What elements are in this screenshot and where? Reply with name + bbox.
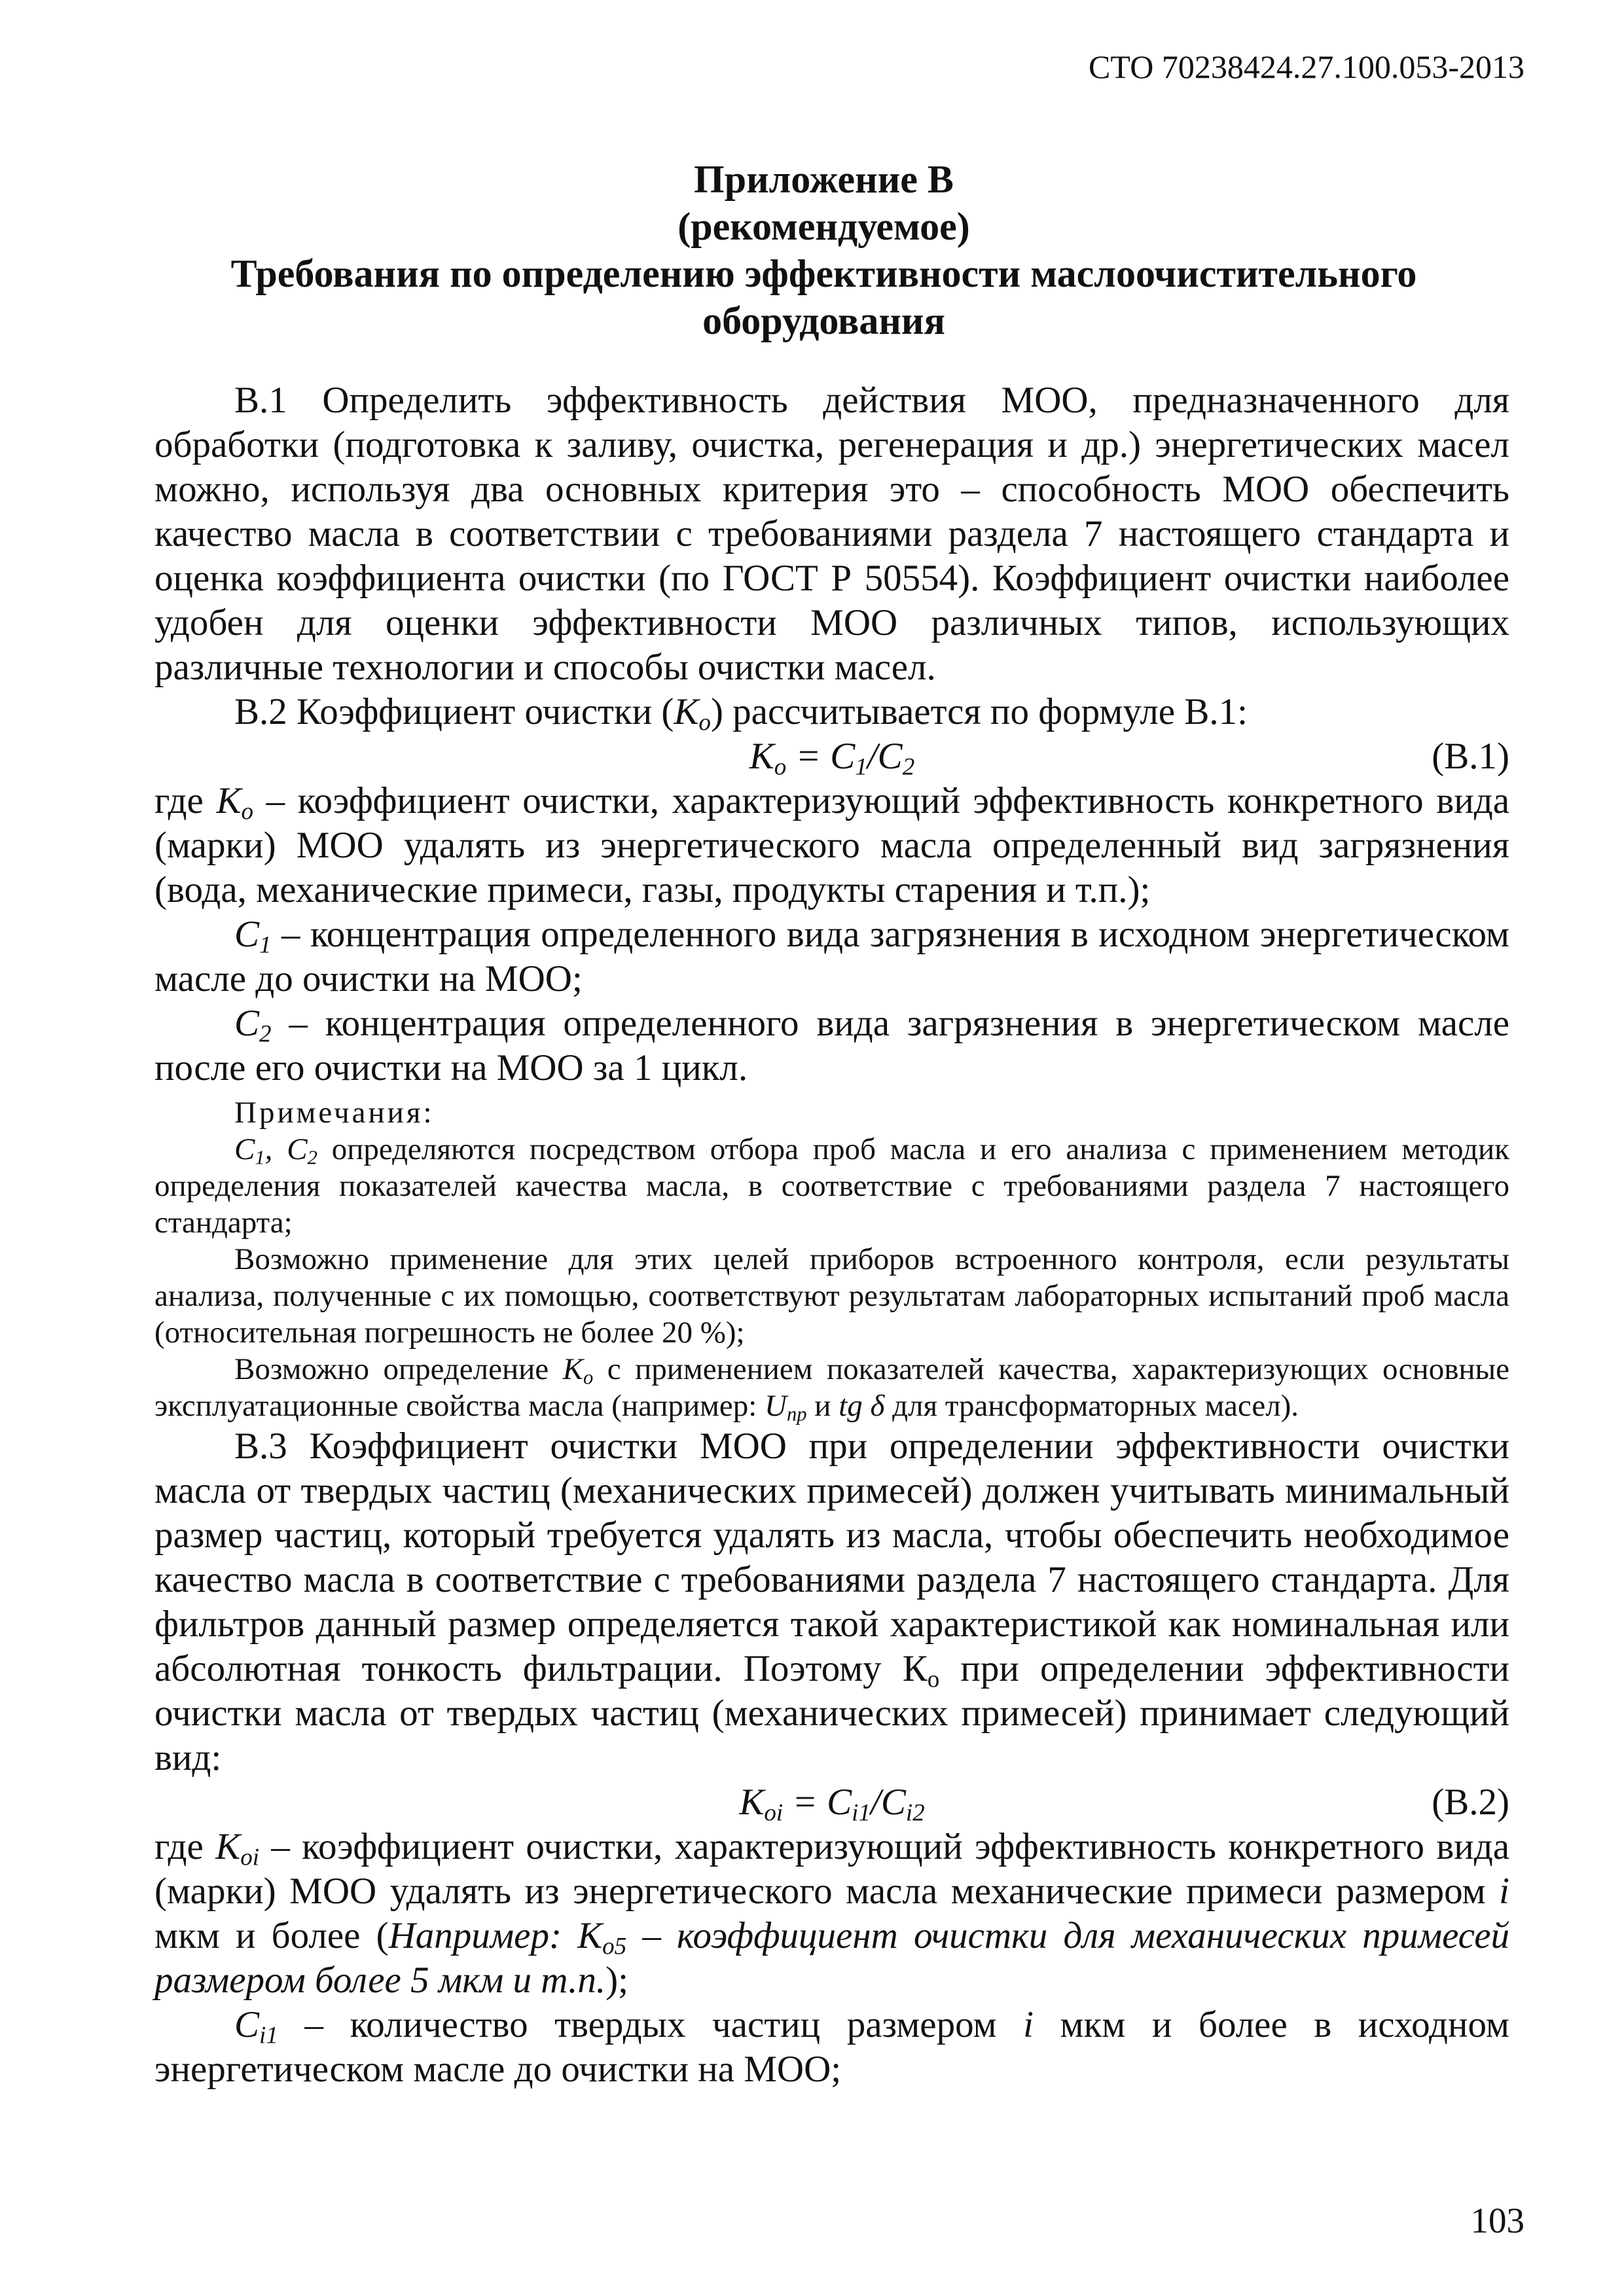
formula-b2 xyxy=(154,1780,1509,1825)
definition-ko: где $K_o$ – коэффициент очистки, характеризующий эффективность конкретного вида (марки) МОО удалять из энергетического масла определенный вид загрязнения (вода, механические примеси, газы, продукты старения и т.п.); xyxy=(154,780,1510,910)
notes-heading: Примечания: xyxy=(234,1096,435,1130)
symbol-c1: $C_1$ xyxy=(234,914,272,959)
note-3: Возможно определение $K_o$ с применением показателей качества, характеризующих основные эксплуатационные свойства масла (например: $U_{пр}$ и tg δ для трансформаторных масел). xyxy=(154,1352,1509,1426)
appendix-title-line-2: (рекомендуемое) xyxy=(677,205,970,248)
appendix-title-line-1: Приложение В xyxy=(694,158,954,201)
formula-b1-number: (В.1) xyxy=(1432,736,1509,777)
symbol-c1: $C_1$ xyxy=(234,1132,265,1169)
formula-b1 xyxy=(154,734,1509,779)
note-1: $C_1$, $C_2$ определяются посредством отбора проб масла и его анализа с применением методик определения показателей качества масла, в соответствие с требованиями раздела 7 настоящего стандарта; xyxy=(154,1132,1509,1240)
symbol-ci1: $C_{i1}$ xyxy=(234,2004,278,2049)
paragraph-b2-text-end: ) рассчитывается по формуле В.1: xyxy=(710,691,1248,732)
page-number: 103 xyxy=(1470,2200,1525,2240)
example-k-o5: Например: $K_{o5}$ – коэффициент очистки для механических примесей размером более 5 мкм и т.п. xyxy=(154,1915,1509,2001)
symbol-u-pr: $U_{пр}$ xyxy=(765,1389,807,1426)
definition-koi: где $K_{oi}$ – коэффициент очистки, характеризующий эффективность конкретного вида (марки) МОО удалять из энергетического масла механические примеси размером i мкм и более (Например: $K_{o5}$ – коэффициент очистки для механических примесей размером более 5 мкм и т.п.); xyxy=(154,1826,1509,2001)
symbol-c2: $C_2$ xyxy=(234,1003,272,1048)
formula-b2-number: (В.2) xyxy=(1432,1782,1509,1823)
symbol-ko: $K_o$ xyxy=(562,1352,594,1389)
definition-ci1: $C_{i1}$ – количество твердых частиц размером i мкм и более в исходном энергетическом масле до очистки на МОО; xyxy=(154,2004,1509,2090)
symbol-ko: $K_o$ xyxy=(216,780,254,825)
formula-b1-expression: $K_o = C_1/C_2$ xyxy=(749,736,915,781)
paragraph-b1: В.1 Определить эффективность действия МОО, предназначенного для обработки (подготовка к заливу, очистка, регенерация и др.) энергетических масел можно, используя два основных критерия это – способность МОО обеспечить качество масла в соответствии с требованиями раздела 7 настоящего стандарта и оценка коэффициента очистки (по ГОСТ Р 50554). Коэффициент очистки наиболее удобен для оценки эффективности МОО различных типов, использующих различные технологии и способы очистки масел. xyxy=(154,380,1509,688)
note-2: Возможно применение для этих целей приборов встроенного контроля, если результаты анализа, полученные с их помощью, соответствуют результатам лабораторных испытаний проб масла (относительная погрешность не более 20 %); xyxy=(154,1242,1509,1350)
paragraph-b3: В.3 Коэффициент очистки МОО при определении эффективности очистки масла от твердых частиц (механических примесей) должен учитывать минимальный размер частиц, который требуется удалять из масла, чтобы обеспечить необходимое качество масла в соответствие с требованиями раздела 7 настоящего стандарта. Для фильтров данный размер определяется такой характеристикой как номинальная или абсолютная тонкость фильтрации. Поэтому $К_о$ при определении эффективности очистки масла от твердых частиц (механических примесей) принимает следующий вид: xyxy=(154,1426,1510,1778)
appendix-title-line-3: Требования по определению эффективности маслоочистительного xyxy=(230,252,1417,295)
symbol-c2: $C_2$ xyxy=(287,1132,317,1169)
document-code: СТО 70238424.27.100.053-2013 xyxy=(1089,48,1525,85)
definition-c2: $C_2$ – концентрация определенного вида загрязнения в энергетическом масле после его очистки на МОО за 1 цикл. xyxy=(154,1003,1509,1088)
symbol-tg-delta: tg δ xyxy=(839,1389,885,1423)
formula-b2-expression: $K_{oi} = C_{i1}/C_{i2}$ xyxy=(739,1782,925,1827)
symbol-ko: $K_o$ xyxy=(674,691,711,736)
paragraph-b2 xyxy=(154,690,1509,734)
appendix-title xyxy=(154,156,1493,344)
symbol-koi: $K_{oi}$ xyxy=(215,1826,260,1871)
definition-c1: $C_1$ – концентрация определенного вида загрязнения в исходном энергетическом масле до очистки на МОО; xyxy=(154,914,1509,999)
paragraph-b2-text: В.2 Коэффициент очистки ( xyxy=(234,691,674,732)
appendix-title-line-4: оборудования xyxy=(702,299,945,342)
notes-block xyxy=(154,1094,1509,1424)
document-body xyxy=(154,378,1509,2092)
